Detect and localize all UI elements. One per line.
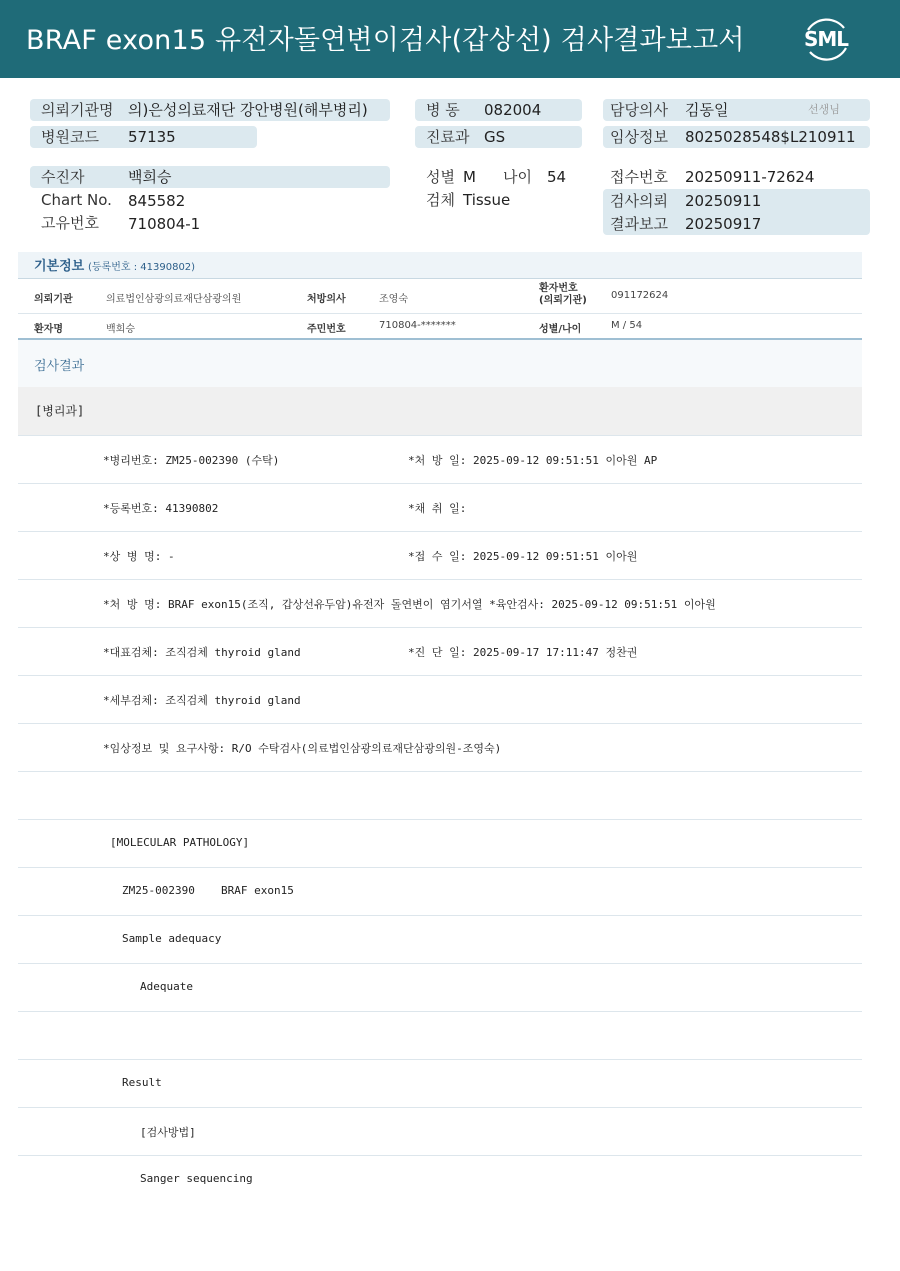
result-line <box>18 628 862 676</box>
dept-row <box>18 387 862 436</box>
ptno-label: 환자번호 (의뢰기관) <box>539 283 587 306</box>
result-line <box>18 676 862 724</box>
doctor-value: 김동일 <box>685 101 729 119</box>
line-left: *대표검체: 조직검체 thyroid gland <box>103 646 301 659</box>
result-line <box>18 724 862 772</box>
receipt-label: 접수번호 <box>610 168 668 186</box>
ptno-value: 091172624 <box>611 290 669 301</box>
result-line <box>18 1060 862 1108</box>
mol-id: ZM25-002390 <box>122 884 195 897</box>
specimen-label: 검체 <box>426 191 455 209</box>
result-line <box>18 868 862 916</box>
line-left: *병리번호: ZM25-002390 (수탁) <box>103 454 280 467</box>
line-left: *등록번호: 41390802 <box>103 502 219 515</box>
patient-value: 백희승 <box>128 168 172 186</box>
sexage-value: M / 54 <box>611 320 643 331</box>
specimen-value: Tissue <box>463 191 511 209</box>
result-line <box>18 820 862 868</box>
inst-value: 의료법인삼광의료재단삼광의원 <box>106 294 242 305</box>
report-date-label: 결과보고 <box>610 215 668 233</box>
method-label: [검사방법] <box>140 1126 196 1139</box>
sml-logo <box>800 14 852 64</box>
report-header <box>0 0 900 78</box>
line-left: *임상정보 및 요구사항: R/O 수탁검사(의료법인삼광의료재단삼광의원-조영숙) <box>103 742 502 755</box>
sex-label: 성별 <box>426 168 455 186</box>
inst-label: 의뢰기관 <box>34 294 73 305</box>
id-label: 고유번호 <box>41 214 99 232</box>
id-value: 710804-1 <box>128 215 201 233</box>
result-line <box>18 436 862 484</box>
dept-label: 진료과 <box>426 128 470 146</box>
req-date-value: 20250911 <box>685 192 762 210</box>
result-line <box>18 484 862 532</box>
result-line <box>18 1156 862 1203</box>
report-title: BRAF exon15 유전자돌연변이검사(갑상선) 검사결과보고서 <box>26 25 745 56</box>
result-line <box>18 580 862 628</box>
presc-value: 조영숙 <box>379 294 408 305</box>
sex-value: M <box>463 168 476 186</box>
line-right: *채 취 일: <box>408 502 467 515</box>
name-value: 백희승 <box>106 324 135 335</box>
result-title: 검사결과 <box>34 359 85 374</box>
basic-row-2 <box>18 314 862 339</box>
basic-info-header <box>18 252 862 279</box>
ward-value: 082004 <box>484 101 542 119</box>
result-line <box>18 916 862 964</box>
sexage-label: 성별/나이 <box>539 324 582 335</box>
rrn-value: 710804-******* <box>379 320 456 331</box>
result-line <box>18 532 862 580</box>
result-line <box>18 964 862 1012</box>
patient-label: 수진자 <box>41 168 85 186</box>
basic-info-title: 기본정보 <box>34 259 85 274</box>
age-label: 나이 <box>503 168 532 186</box>
ward-label: 병 동 <box>426 101 460 119</box>
name-label: 환자명 <box>34 324 63 335</box>
presc-label: 처방의사 <box>307 294 346 305</box>
mol-test: BRAF exon15 <box>221 884 294 897</box>
dept-label: [병리과] <box>35 404 85 418</box>
chart-value: 845582 <box>128 192 186 210</box>
rrn-label: 주민번호 <box>307 324 346 335</box>
report-date-value: 20250917 <box>685 215 762 233</box>
line-right: *진 단 일: 2025-09-17 17:11:47 정찬권 <box>408 646 638 659</box>
req-inst-value: 의)은성의료재단 강안병원(해부병리) <box>128 101 368 119</box>
clinical-label: 임상정보 <box>610 128 668 146</box>
receipt-value: 20250911-72624 <box>685 168 815 186</box>
sample-label: Sample adequacy <box>122 932 222 945</box>
line-left: *상 병 명: - <box>103 550 175 563</box>
req-date-label: 검사의뢰 <box>610 192 668 210</box>
chart-label: Chart No. <box>41 191 112 209</box>
doctor-suffix: 선생님 <box>808 103 840 116</box>
result-label: Result <box>122 1076 162 1089</box>
basic-info-regno: (등록번호 : 41390802) <box>88 262 196 273</box>
clinical-value: 8025028548$L210911 <box>685 128 856 146</box>
line-left: *처 방 명: BRAF exon15(조직, 갑상선유두암)유전자 돌연변이 염기서열 *육안검사: 2025-09-12 09:51:51 이아원 <box>103 598 716 611</box>
sample-value: Adequate <box>140 980 193 993</box>
blank-line <box>18 1012 862 1060</box>
hosp-code-value: 57135 <box>128 128 176 146</box>
logo-text: SML <box>803 27 849 51</box>
hosp-code-label: 병원코드 <box>41 128 99 146</box>
line-right: *처 방 일: 2025-09-12 09:51:51 이아원 AP <box>408 454 658 467</box>
line-right: *접 수 일: 2025-09-12 09:51:51 이아원 <box>408 550 638 563</box>
basic-row-1 <box>18 279 862 314</box>
line-left: *세부검체: 조직검체 thyroid gland <box>103 694 301 707</box>
method-value: Sanger sequencing <box>140 1172 253 1185</box>
age-value: 54 <box>547 168 567 186</box>
doctor-label: 담당의사 <box>610 101 668 119</box>
dept-value: GS <box>484 128 506 146</box>
blank-line <box>18 772 862 820</box>
mol-title: [MOLECULAR PATHOLOGY] <box>110 836 250 849</box>
req-inst-label: 의뢰기관명 <box>41 101 114 119</box>
result-header <box>18 338 862 388</box>
result-line <box>18 1108 862 1156</box>
